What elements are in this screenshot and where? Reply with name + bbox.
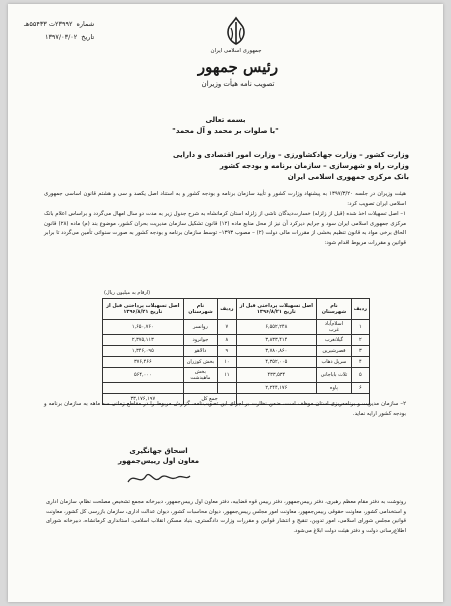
row-num: ۸ <box>218 335 236 346</box>
amount: ۳,۷۸۰,۸۶۰ <box>236 346 317 357</box>
table-row <box>103 320 370 335</box>
table-row <box>103 368 370 383</box>
amount: ۱,۳۴۶,۰۹۵ <box>103 346 184 357</box>
handwritten-signature <box>124 468 194 488</box>
row-num: ۱۱ <box>218 368 236 383</box>
addressee-line-2: وزارت راه و شهرسازی – سازمان برنامه و بودجه کشور <box>219 162 409 170</box>
number-value: ۲۳۹۹۲ت ۵۵۴۳۳هـ <box>24 20 73 28</box>
date-value: ۱۳۹۷/۰۳/۰۲ <box>44 33 78 41</box>
number-label: شماره <box>76 20 95 28</box>
amount: ۶,۵۵۲,۲۴۸ <box>236 320 317 335</box>
row-num: ۴ <box>351 357 369 368</box>
addressee-line-1: وزارت کشور – وزارت جهادکشاورزی – وزارت امور اقتصادی و دارایی <box>172 151 409 159</box>
amount: ۲,۳۷۵,۱۱۳ <box>103 335 184 346</box>
row-num: ۱ <box>351 320 369 335</box>
cc-distribution: رونوشت به دفتر مقام معظم رهبری، دفتر رییس‌جمهور، دفتر رییس قوه قضاییه، دفتر معاون اول رییس‌جمهور، دبیرخانه مجمع تشخیص مصلحت نظام، سازمان اداری و استخدامی کشور، معاونت حقوقی رییس‌جمهور، معاونت امور مجلس رییس‌جمهور، دیوان محاسبات کشور، دیوان عدالت اداری، سازمان بازرسی کل کشور، معاونت قوانین مجلس شورای اسلامی، امور تدوین، تنقیح و انتشار قوانین و مقررات وزارت دادگستری، بنیاد مسکن انقلاب اسلامی، استانداری کرمانشاه، دبیرخانه شورای اطلاع‌رسانی دولت و دفتر هیئت دولت ابلاغ می‌شود. <box>46 499 406 534</box>
table-row <box>103 357 370 368</box>
loans-table <box>102 298 370 405</box>
paragraph-preamble: هیئت وزیران در جلسه ۱۳۹۷/۳/۲۰ به پیشنهاد وزارت کشور و تأیید سازمان برنامه و بودجه کشور و به استناد اصل یکصد و سی و هشتم قانون اساسی جمهوری اسلامی ایران تصویب کرد: <box>44 191 406 207</box>
county: جوانرود <box>183 335 218 346</box>
table-unit-note: (ارقام به میلیون ریال) <box>104 290 151 296</box>
table-row <box>103 346 370 357</box>
amount: ۱,۶۵۰,۷۶۰ <box>103 320 184 335</box>
county <box>183 383 218 394</box>
row-num: ۲ <box>351 335 369 346</box>
row-num: ۷ <box>218 320 236 335</box>
paragraph-article-1: ۱– اصل تسهیلات اخذ شده (قبل از زلزله) خسارت‌دیدگان ناشی از زلزله استان کرمانشاه به شرح جدول زیر به مدت دو سال امهال می‌گردد و براساس اعلام بانک مرکزی جمهوری اسلامی ایران سود و جرایم دیرکرد آن نیز از محل منابع ماده (۱۲) قانون تشکیل سازمان مدیریت بحران کشور، موضوع بند (م) ماده (۲۸) قانون الحاق برخی مواد به قانون تنظیم بخشی از مقررات مالی دولت (۲) – مصوب ۱۳۹۳– توسط سازمان برنامه و بودجه کشور به صورت سنواتی تأمین می‌گردد تا برابر قوانین و مقررات مربوط اقدام شود: <box>44 211 407 246</box>
amount: ۳,۸۳۳,۴۱۴ <box>236 335 317 346</box>
county: گیلانغرب <box>317 335 352 346</box>
county: اسلام‌آباد غرب <box>317 320 352 335</box>
header-subtitle: تصویب نامه هیأت وزیران <box>201 80 275 88</box>
date-label: تاریخ <box>81 33 95 41</box>
amount: ۳۷۶,۴۶۶ <box>103 357 184 368</box>
row-num: ۳ <box>351 346 369 357</box>
basmala: بسمه تعالی <box>205 116 246 124</box>
row-num <box>218 383 236 394</box>
header-row-num-2: ردیف <box>218 299 236 320</box>
county: پاوه <box>317 383 352 394</box>
decree-page <box>8 4 443 602</box>
header-county-2: نام شهرستان <box>183 299 218 320</box>
header-amount: اصل تسهیلات پرداختی قبل از تاریخ ۱۳۹۶/۸/۲۱ <box>236 299 317 320</box>
county: دالاهو <box>183 346 218 357</box>
header-amount-2: اصل تسهیلات پرداختی قبل از تاریخ ۱۳۹۶/۸/۲۱ <box>103 299 184 320</box>
signatory-title: معاون اول رییس‌جمهور <box>118 457 200 465</box>
addressees <box>109 150 409 183</box>
county: قصرشیرین <box>317 346 352 357</box>
amount: ۲,۲۴۴,۱۷۶ <box>236 383 317 394</box>
signatory-name: اسحاق جهانگیری <box>129 447 188 455</box>
amount <box>103 383 184 394</box>
row-num: ۵ <box>351 368 369 383</box>
header-title: رئیس جمهور <box>197 58 279 76</box>
total-label: جمع کل <box>183 394 236 405</box>
row-num: ۱۰ <box>218 357 236 368</box>
iran-emblem-icon <box>222 16 250 46</box>
county: ثلاث باباجانی <box>317 368 352 383</box>
table-header-row <box>103 299 370 320</box>
signature-block <box>118 446 199 466</box>
row-num: ۶ <box>351 383 369 394</box>
county: بخش ماهیدشت <box>183 368 218 383</box>
amount: ۴۳۳,۵۳۴ <box>236 368 317 383</box>
table-row <box>103 383 370 394</box>
county: بخش کوزران <box>183 357 218 368</box>
amount: ۴,۳۵۲,۰۰۵ <box>236 357 317 368</box>
emblem-caption: جمهوری اسلامی ایران <box>210 48 262 54</box>
header-county: نام شهرستان <box>317 299 352 320</box>
amount: ۵۶۴,۰۰۰ <box>103 368 184 383</box>
addressee-line-3: بانک مرکزی جمهوری اسلامی ایران <box>287 173 409 181</box>
header-row-num: ردیف <box>351 299 369 320</box>
county: روانسر <box>183 320 218 335</box>
document-meta <box>24 18 94 44</box>
total-value: ۳۳,۱۷۶,۱۹۷ <box>103 394 184 405</box>
row-num: ۹ <box>218 346 236 357</box>
table-row <box>103 335 370 346</box>
paragraph-article-2: ۲– سازمان مدیریت و برنامه‌ریزی استان موظف است، ضمن نظارت بر اجرای این تصویب‌نامه، گزارش مربوط را در مقاطع زمانی سه ماهه به سازمان برنامه و بودجه کشور ارایه نماید. <box>44 401 406 417</box>
county: سرپل ذهاب <box>317 357 352 368</box>
salawat-line: "با صلوات بر محمد و آل محمد" <box>172 127 279 135</box>
